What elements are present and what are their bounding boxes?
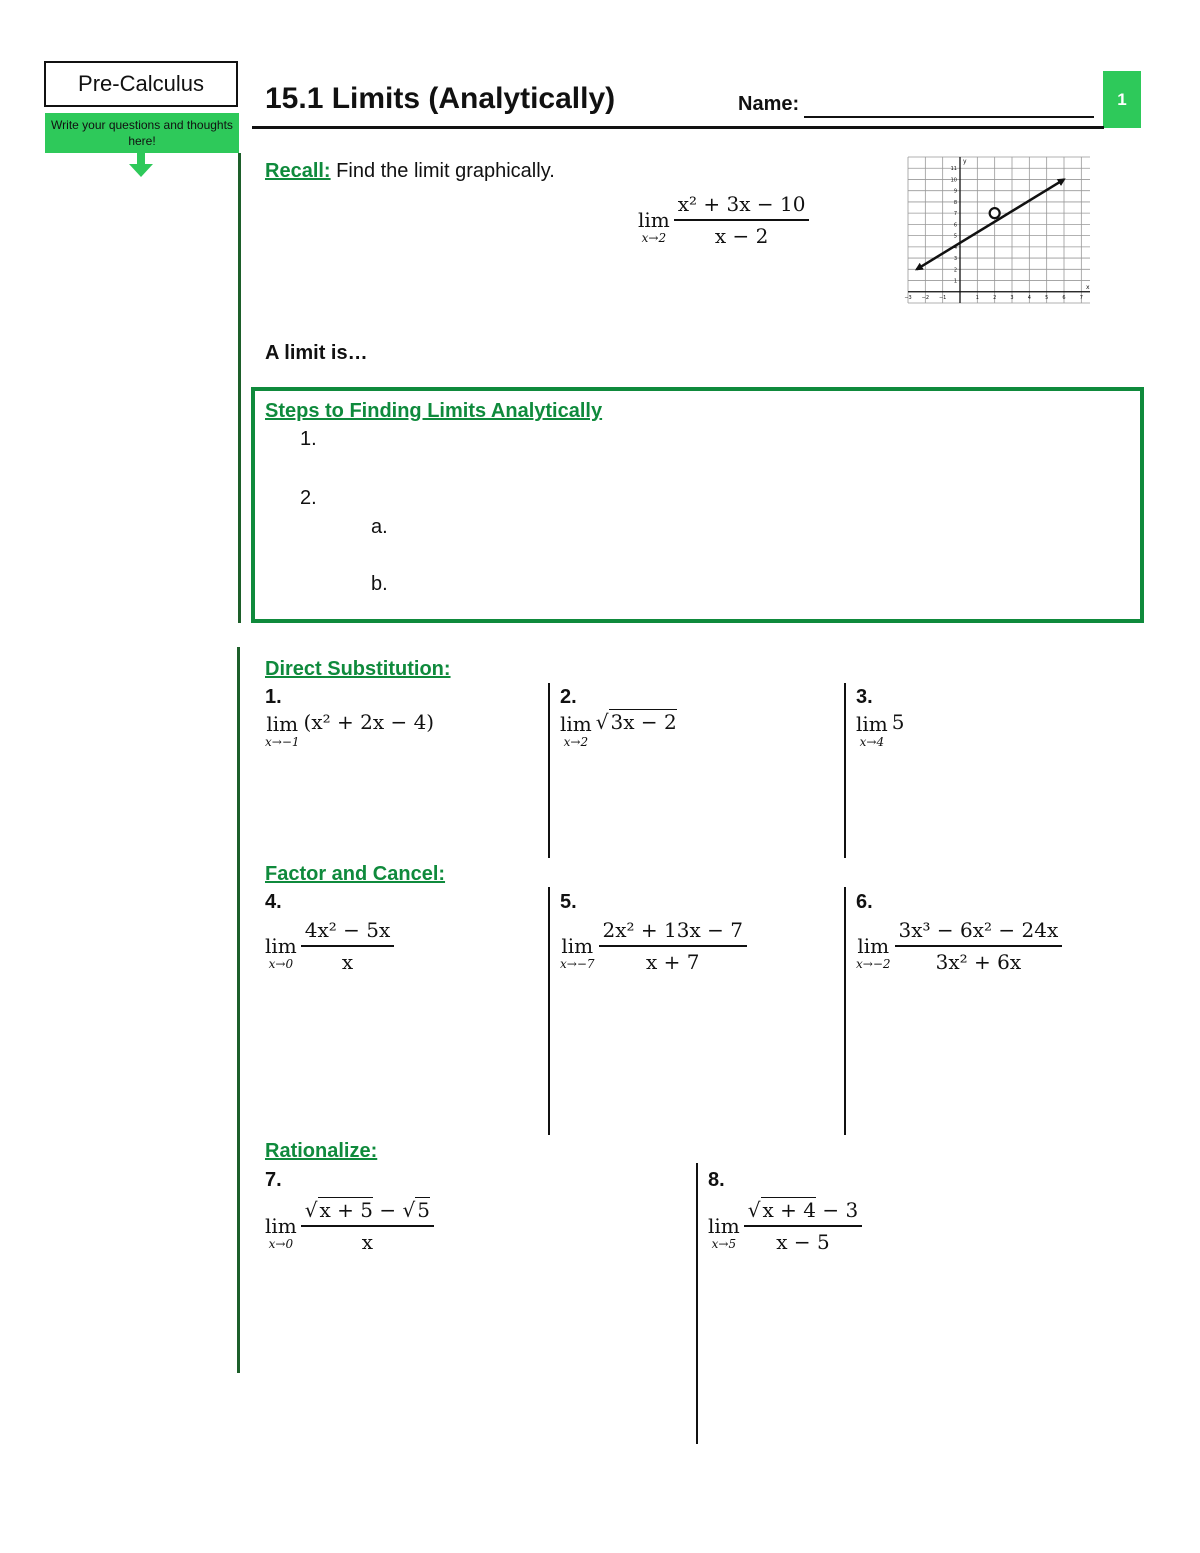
recall-limit <box>638 192 809 248</box>
y-tick-label: 4 <box>953 244 957 251</box>
margin-line-lower <box>237 647 240 1373</box>
x-tick-label: 4 <box>1027 294 1031 301</box>
problem-number: 1. <box>265 686 282 708</box>
problem-8-expr: lim x→5 $\frac{√ x + 4 - 3}{x - 5}$ <box>708 1198 862 1254</box>
x-tick-label: −2 <box>921 294 930 301</box>
y-tick-label: 5 <box>953 233 957 240</box>
problem-number: 8. <box>708 1169 725 1191</box>
problem-2-expr: lim x→2 √ 3x − 2 <box>560 710 677 749</box>
recall-line <box>265 160 555 183</box>
down-arrow-head-icon <box>129 164 153 177</box>
problem-3-expr: lim x→4 5 <box>856 710 905 749</box>
x-tick-label: 5 <box>1045 294 1049 301</box>
problem-6-expr: lim x→−2 $\frac{\text{3x³ − 6x² − 24x}}{\text{3x² + 6x}}$ <box>856 918 1062 974</box>
x-tick-label: 1 <box>975 294 979 301</box>
step-2a: a. <box>371 516 388 538</box>
y-axis-label: y <box>963 158 967 165</box>
y-tick-label: 10 <box>950 177 957 184</box>
problem-number: 7. <box>265 1169 282 1191</box>
page-title: 15.1 Limits (Analytically) <box>265 82 616 115</box>
rationalize-heading: Rationalize: <box>265 1140 378 1162</box>
problem-number: 3. <box>856 686 873 708</box>
subject-box <box>44 61 238 107</box>
problem-number: 5. <box>560 891 577 913</box>
divider <box>696 1163 698 1444</box>
step-2b: b. <box>371 573 388 595</box>
divider <box>548 683 550 858</box>
x-tick-label: −3 <box>904 294 912 301</box>
y-tick-label: 1 <box>953 278 957 285</box>
name-label: Name: <box>738 93 800 115</box>
problem-5-expr: lim x→−7 $\frac{\text{2x² + 13x − 7}}{x + 7}$ <box>560 918 747 974</box>
problem-7-expr: lim x→0 $\frac{√ x + 5 - √ 5}{x}$ <box>265 1198 434 1254</box>
problem-number: 2. <box>560 686 577 708</box>
x-tick-label: 3 <box>1010 294 1014 301</box>
divider <box>844 683 846 858</box>
header-rule <box>252 126 1104 129</box>
y-tick-label: 9 <box>953 188 957 195</box>
divider <box>844 887 846 1135</box>
recall-numerator: x² + 3x − 10 <box>674 192 810 221</box>
margin-line-upper <box>238 153 241 623</box>
notes-prompt: Write your questions and thoughts here! <box>45 113 239 153</box>
x-tick-label: 7 <box>1079 294 1083 301</box>
steps-heading: Steps to Finding Limits Analytically <box>265 400 603 422</box>
problem-4-expr: lim x→0 $\frac{\text{4x² − 5x}}{x}$ <box>265 918 394 974</box>
step-1: 1. <box>300 428 317 450</box>
page-number-badge: 1 <box>1103 71 1141 128</box>
x-tick-label: 2 <box>993 294 997 301</box>
recall-text: Find the limit graphically. <box>336 160 555 182</box>
y-tick-label: 8 <box>953 199 957 206</box>
divider <box>548 887 550 1135</box>
y-tick-label: 11 <box>950 166 957 173</box>
y-tick-label: 6 <box>953 222 957 229</box>
x-tick-label: −1 <box>938 294 947 301</box>
problem-1-expr: lim x→−1 (x² + 2x − 4) <box>265 710 435 749</box>
problem-number: 4. <box>265 891 282 913</box>
subject-label: Pre-Calculus <box>78 71 204 96</box>
lim-operator: lim x→2 <box>638 208 670 245</box>
recall-denominator: x − 2 <box>714 224 769 248</box>
y-tick-label: 2 <box>953 267 957 274</box>
y-tick-label: 7 <box>953 211 957 218</box>
name-input-line[interactable] <box>804 116 1094 118</box>
step-2: 2. <box>300 487 317 509</box>
recall-fraction <box>674 192 810 248</box>
x-axis-label: x <box>1086 283 1090 291</box>
open-hole-point <box>990 208 1000 218</box>
y-tick-label: 3 <box>953 256 957 263</box>
direct-sub-heading: Direct Substitution: <box>265 658 451 680</box>
recall-label: Recall: <box>265 160 331 182</box>
recall-graph <box>900 153 1096 309</box>
problem-number: 6. <box>856 891 873 913</box>
x-tick-label: 6 <box>1062 294 1066 301</box>
definition-prompt: A limit is… <box>265 342 368 364</box>
factor-cancel-heading: Factor and Cancel: <box>265 863 446 885</box>
